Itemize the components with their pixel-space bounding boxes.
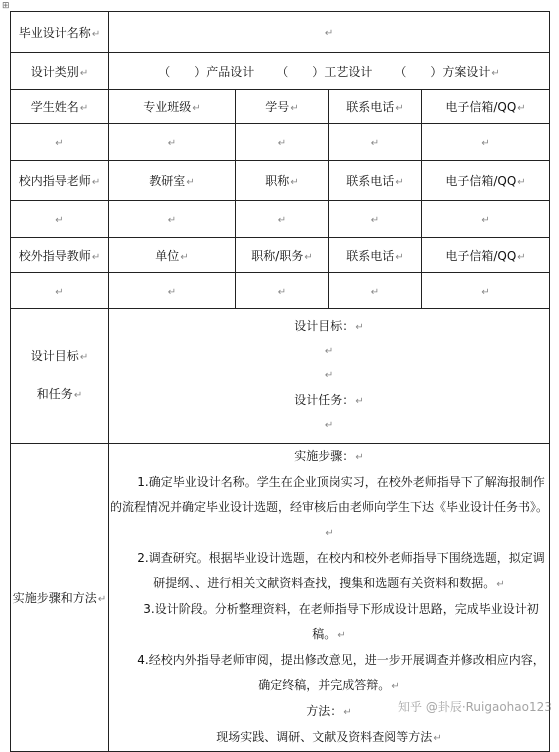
goals-label-line2: 和任务↵	[36, 387, 83, 401]
school-advisor-header-phone	[329, 161, 422, 201]
external-advisor-header-row	[11, 238, 550, 273]
external-advisor-header-id	[236, 238, 329, 273]
header-label: 职称	[265, 174, 290, 188]
paragraph-mark-icon: ↵	[481, 215, 490, 226]
type-label: 设计类别	[30, 64, 79, 79]
paragraph-mark-icon: ↵	[277, 286, 287, 298]
paragraph-mark-icon: ↵	[481, 286, 490, 298]
method-label: 方法：↵	[306, 704, 352, 718]
student-input-class-field[interactable]	[109, 124, 236, 161]
step-item-4: 4.经校内外指导老师审阅，提出修改意见，进一步开展调查并修改相应内容，确定终稿，并完成答辩。↵	[137, 653, 545, 692]
title-value-cell[interactable]	[109, 12, 550, 53]
type-row	[11, 53, 550, 90]
school-advisor-header-id	[236, 161, 329, 201]
step-item-2: 2.调查研究。根据毕业设计选题，在校内和校外老师指导下围绕选题，拟定调研提纲、、进行相关文献资料查找，搜集和选题有关资料和数据。↵	[137, 551, 545, 590]
external-advisor-header-phone	[329, 238, 422, 273]
steps-heading: 实施步骤：↵	[294, 449, 364, 463]
student-input-phone-field[interactable]	[329, 124, 422, 161]
school-advisor-input-phone-field[interactable]	[329, 201, 422, 238]
student-header-id	[236, 90, 329, 124]
paragraph-mark-icon: ↵	[91, 177, 101, 188]
paragraph-mark-icon: ↵	[180, 251, 189, 263]
header-label: 学号	[265, 100, 290, 114]
header-label: 电子信箱/QQ	[445, 100, 517, 114]
paragraph-mark-icon: ↵	[491, 67, 500, 79]
paragraph-mark-icon: ↵	[55, 286, 64, 298]
title-row	[11, 12, 550, 53]
school-advisor-input-class-field[interactable]	[109, 201, 236, 238]
paragraph-mark-icon: ↵	[395, 103, 404, 114]
school-advisor-input-name-field[interactable]	[11, 201, 109, 238]
student-header-email	[422, 90, 550, 124]
school-advisor-header-email	[422, 161, 550, 201]
paragraph-mark-icon: ↵	[186, 177, 195, 188]
paragraph-mark-icon: ↵	[277, 138, 287, 149]
paragraph-mark-icon: ↵	[277, 215, 287, 226]
external-advisor-input-row	[11, 273, 550, 309]
paragraph-mark-icon: ↵	[324, 28, 334, 39]
external-advisor-header-class	[109, 238, 236, 273]
external-advisor-input-phone-field[interactable]	[329, 273, 422, 309]
table-anchor-icon[interactable]: ⊞	[2, 1, 10, 11]
paragraph-mark-icon: ↵	[55, 215, 64, 226]
external-advisor-input-email-field[interactable]	[422, 273, 550, 309]
paragraph-mark-icon: ↵	[290, 103, 299, 114]
header-label: 专业班级	[143, 100, 192, 114]
school-advisor-input-id-field[interactable]	[236, 201, 329, 238]
step-item-1: 1.确定毕业设计名称。学生在企业顶岗实习，在校外老师指导下了解海报制作的流程情况并确定毕业设计选题，经审核后由老师向学生下达《毕业设计任务书》。↵	[110, 475, 549, 539]
header-label: 联系电话	[346, 100, 395, 114]
external-advisor-header-email	[422, 238, 550, 273]
header-label: 电子信箱/QQ	[445, 174, 517, 188]
title-label-cell	[11, 12, 109, 53]
steps-label-cell: 实施步骤和方法↵	[11, 444, 109, 752]
paragraph-mark-icon: ↵	[517, 177, 526, 188]
task-label: 设计任务：↵	[294, 393, 364, 407]
paragraph-mark-icon: ↵	[167, 215, 177, 226]
step-item-3: 3.设计阶段。分析整理资料，在老师指导下形成设计思路，完成毕业设计初稿。↵	[143, 602, 539, 641]
student-input-email-field[interactable]	[422, 124, 550, 161]
student-input-name-field[interactable]	[11, 124, 109, 161]
paragraph-mark-icon: ↵	[370, 286, 380, 298]
header-label: 校外指导教师	[18, 248, 91, 263]
zhihu-watermark: 知乎 @卦辰·Ruigaohao123	[398, 700, 552, 714]
goals-row	[11, 309, 550, 444]
header-label: 联系电话	[346, 174, 395, 188]
external-advisor-input-class-field[interactable]	[109, 273, 236, 309]
paragraph-mark-icon: ↵	[324, 420, 334, 431]
type-option-product[interactable]: （ ）产品设计	[158, 64, 255, 79]
school-advisor-input-email-field[interactable]	[422, 201, 550, 238]
header-label: 单位	[155, 248, 180, 263]
paragraph-mark-icon: ↵	[290, 177, 299, 188]
paragraph-mark-icon: ↵	[55, 138, 64, 149]
header-label: 教研室	[149, 174, 186, 188]
student-header-class	[109, 90, 236, 124]
school-advisor-header-class	[109, 161, 236, 201]
type-label-cell	[11, 53, 109, 90]
paragraph-mark-icon: ↵	[79, 67, 89, 79]
objective-label: 设计目标：↵	[294, 319, 364, 333]
type-options-cell	[109, 53, 550, 90]
school-advisor-header-name	[11, 161, 109, 201]
student-input-row	[11, 124, 550, 161]
paragraph-mark-icon: ↵	[370, 215, 380, 226]
external-advisor-input-id-field[interactable]	[236, 273, 329, 309]
header-label: 学生姓名	[30, 100, 79, 114]
paragraph-mark-icon: ↵	[304, 251, 313, 263]
student-header-row	[11, 90, 550, 124]
paragraph-mark-icon: ↵	[324, 370, 334, 381]
student-header-name	[11, 90, 109, 124]
graduation-design-form	[10, 11, 550, 752]
paragraph-mark-icon: ↵	[91, 28, 101, 40]
type-option-plan[interactable]: （ ）方案设计↵	[394, 64, 500, 79]
paragraph-mark-icon: ↵	[324, 346, 334, 357]
school-advisor-input-row	[11, 201, 550, 238]
header-label: 校内指导老师	[18, 174, 91, 188]
student-input-id-field[interactable]	[236, 124, 329, 161]
school-advisor-header-row	[11, 161, 550, 201]
paragraph-mark-icon: ↵	[517, 103, 526, 114]
paragraph-mark-icon: ↵	[481, 138, 490, 149]
paragraph-mark-icon: ↵	[167, 286, 177, 298]
paragraph-mark-icon: ↵	[517, 251, 526, 263]
student-header-phone	[329, 90, 422, 124]
paragraph-mark-icon: ↵	[91, 251, 101, 263]
goals-label-cell	[11, 309, 109, 444]
external-advisor-input-name-field[interactable]	[11, 273, 109, 309]
type-option-process[interactable]: （ ）工艺设计	[276, 64, 373, 79]
header-label: 职称/职务	[251, 248, 304, 263]
goals-content-cell[interactable]	[109, 309, 550, 444]
paragraph-mark-icon: ↵	[395, 251, 404, 263]
header-label: 电子信箱/QQ	[445, 248, 517, 263]
header-label: 联系电话	[346, 248, 395, 263]
paragraph-mark-icon: ↵	[395, 177, 404, 188]
method-text: 现场实践、调研、文献及资料查阅等方法↵	[216, 730, 442, 744]
paragraph-mark-icon: ↵	[370, 138, 380, 149]
paragraph-mark-icon: ↵	[192, 103, 201, 114]
title-label: 毕业设计名称	[18, 25, 91, 40]
external-advisor-header-name	[11, 238, 109, 273]
steps-label: 实施步骤和方法	[12, 591, 97, 605]
paragraph-mark-icon: ↵	[79, 103, 89, 114]
goals-label-line1: 设计目标↵	[30, 349, 89, 363]
paragraph-mark-icon: ↵	[167, 138, 177, 149]
